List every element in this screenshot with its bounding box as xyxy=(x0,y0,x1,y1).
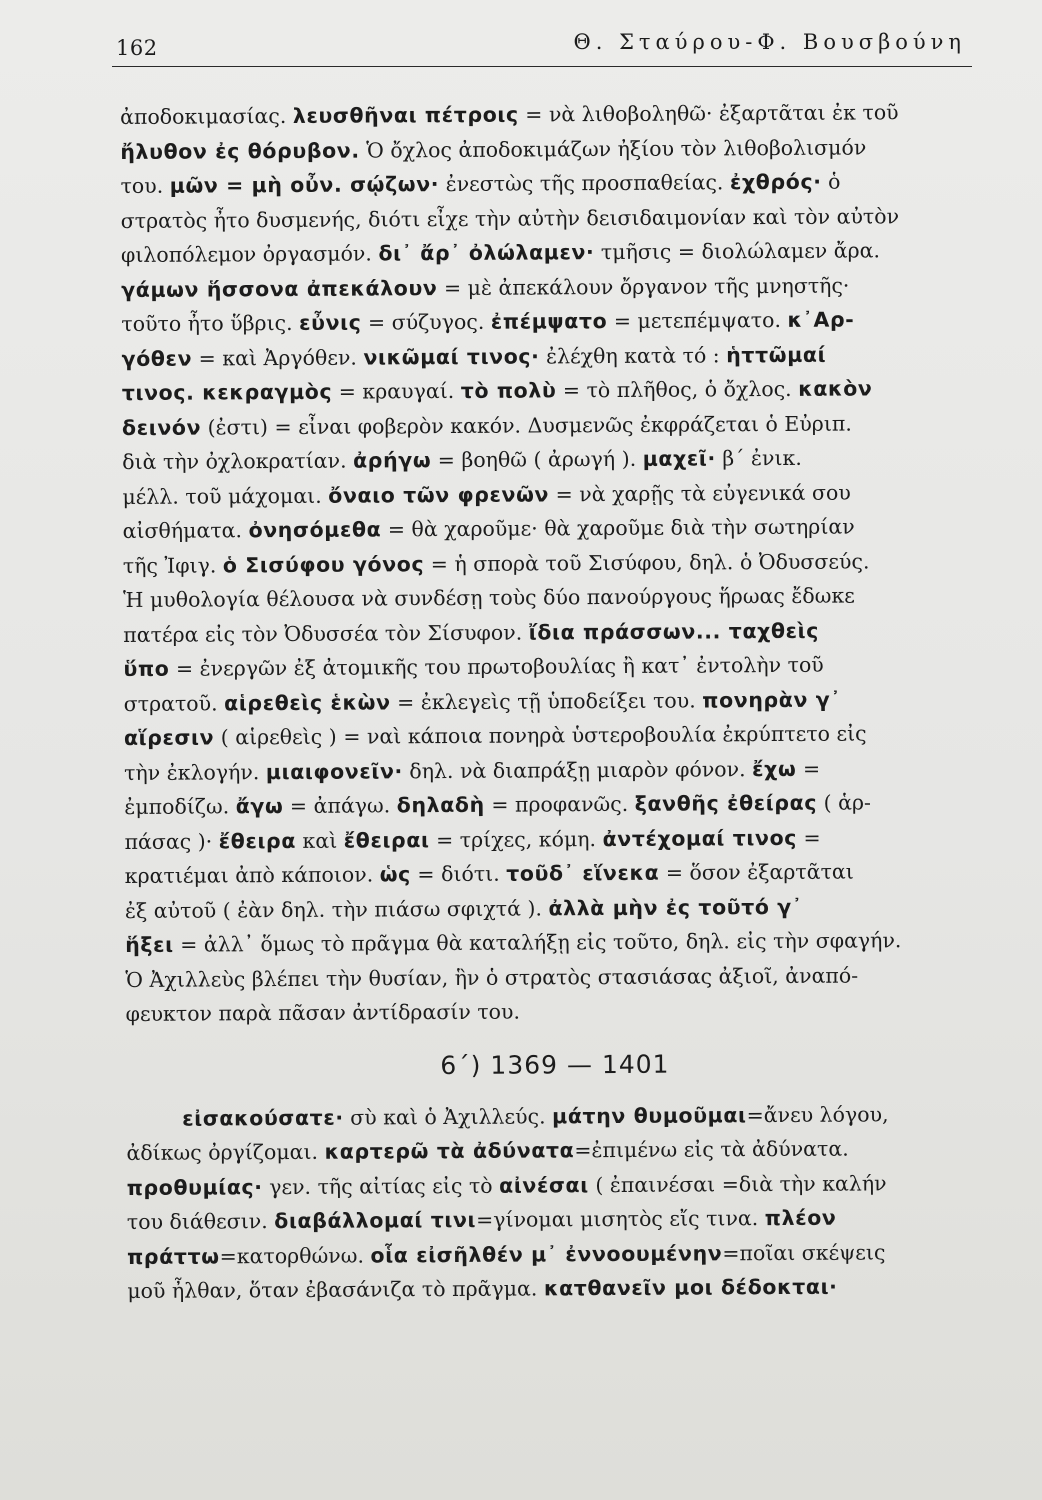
text-line xyxy=(121,233,979,273)
lemma-term: δηλαδὴ xyxy=(396,792,485,818)
lemma-term: οἷα εἰσῆλθέν μ᾽ ἐννοουμένην xyxy=(370,1240,723,1267)
lemma-term: πράττω xyxy=(126,1243,220,1269)
lemma-term: γόθεν xyxy=(121,346,193,371)
gloss-text: του διάθεσιν. xyxy=(126,1209,275,1234)
lemma-term: κατθανεῖν μοι δέδοκται· xyxy=(543,1274,838,1301)
gloss-text: = σύζυγος. xyxy=(361,309,491,335)
text-line xyxy=(120,95,978,135)
lemma-term: μῶν = μὴ οὖν. σῴζων· xyxy=(169,172,440,198)
gloss-text: =ἄνευ λόγου, xyxy=(746,1101,889,1127)
lemma-term: μάτην θυμοῦμαι xyxy=(552,1102,747,1128)
text-line xyxy=(120,129,978,169)
gloss-text: ( ἐπαινέσαι =διὰ τὴν καλήν xyxy=(588,1170,887,1197)
gloss-text: δηλ. νὰ διαπράξῃ μιαρὸν φόνον. xyxy=(402,756,753,783)
lemma-term: αἱρεθεὶς ἑκὼν xyxy=(224,689,391,715)
gloss-text: πάσας )· xyxy=(124,828,219,854)
gloss-text: ἐμποδίζω. xyxy=(124,794,236,819)
gloss-text: = τὸ πλῆθος, ὁ ὄχλος. xyxy=(556,376,799,403)
text-line xyxy=(127,1269,985,1309)
gloss-text: (ἐστι) = εἶναι φοβερὸν κακόν. Δυσμενῶς ἐκφράζεται ὁ Εὐριπ. xyxy=(201,411,852,440)
lemma-term: ἄγω xyxy=(235,794,284,819)
gloss-text: = ἐνεργῶν ἐξ ἀτομικῆς του πρωτοβουλίας ἢ κατ᾽ ἐντολὴν τοῦ xyxy=(169,652,824,681)
lemma-term: ὁ Σισύφου γόνος xyxy=(222,551,425,577)
lemma-term: δι᾽ ἄρ᾽ ὀλώλαμεν· xyxy=(378,240,595,266)
lemma-term: τὸ πολὺ xyxy=(460,378,557,403)
gloss-text: καὶ xyxy=(295,828,344,853)
lemma-term: τοῦδ᾽ εἵνεκα xyxy=(506,860,660,886)
gloss-text: του. xyxy=(120,173,170,198)
lemma-term: ἥξει xyxy=(125,932,174,957)
gloss-text: = βοηθῶ ( ἀρωγή ). xyxy=(431,446,643,473)
text-line xyxy=(123,509,981,549)
lemma-term: ἀντέχομαί τινος xyxy=(602,825,798,851)
text-line xyxy=(124,785,982,825)
gloss-text: = νὰ λιθοβοληθῶ· ἐξαρτᾶται ἐκ τοῦ xyxy=(518,100,899,127)
lemma-term: μαχεῖ· xyxy=(642,446,716,471)
lemma-term: ἀλλὰ μὴν ἐς τοῦτό γ᾽ xyxy=(548,894,803,920)
lemma-term: ἤλυθον ἐς θόρυβον. xyxy=(120,138,360,164)
text-line xyxy=(121,302,979,342)
lemma-term: εὖνις xyxy=(299,310,362,335)
text-line xyxy=(125,854,983,894)
text-line xyxy=(122,371,980,411)
lemma-term: καρτερῶ τὰ ἀδύνατα xyxy=(324,1138,575,1164)
lemma-term: ὀνησόμεθα xyxy=(248,517,382,543)
gloss-text: =ποῖαι σκέψεις xyxy=(722,1239,886,1265)
gloss-text: = ἀλλ᾽ ὅμως τὸ πρᾶγμα θὰ καταλήξῃ εἰς τοῦτο, δηλ. εἰς τὴν σφαγήν. xyxy=(173,928,902,957)
page-number: 162 xyxy=(116,36,158,60)
gloss-text: = νὰ χαρῇς τὰ εὐγενικά σου xyxy=(548,480,851,506)
gloss-text: = διότι. xyxy=(410,861,507,887)
lemma-term: διαβάλλομαί τινι xyxy=(274,1207,477,1234)
gloss-text: στρατοῦ. xyxy=(123,690,225,716)
gloss-text: = θὰ χαροῦμε· θὰ χαροῦμε διὰ τὴν σωτηρίαν xyxy=(381,514,855,542)
gloss-text: = τρίχες, κόμη. xyxy=(429,826,603,852)
lemma-term: γάμων ἥσσονα ἀπεκάλουν xyxy=(121,275,438,302)
page-header xyxy=(112,26,972,66)
text-line xyxy=(124,681,982,721)
gloss-text: =κατορθώνω. xyxy=(219,1242,371,1268)
gloss-text: = προφανῶς. xyxy=(484,791,635,817)
lemma-term: πονηρὰν γ᾽ xyxy=(702,687,842,712)
text-line xyxy=(123,647,981,687)
text-line xyxy=(123,578,981,618)
lemma-term: ὕπο xyxy=(123,656,170,681)
lemma-term: αἰνέσαι xyxy=(499,1172,589,1198)
commentary-block-1369-1401 xyxy=(126,1096,985,1308)
gloss-text: =ἐπιμένω εἰς τὰ ἀδύνατα. xyxy=(574,1136,849,1163)
gloss-text: Ἡ μυθολογία θέλουσα νὰ συνδέσῃ τοὺς δύο πανούργους ἥρωας ἔδωκε xyxy=(122,583,855,612)
lemma-term: δεινόν xyxy=(121,415,202,440)
gloss-text: τοῦτο ἦτο ὕβρις. xyxy=(121,310,300,336)
gloss-text: πατέρα εἰς τὸν Ὀδυσσέα τὸν Σίσυφον. xyxy=(123,620,529,647)
gloss-text: β΄ ἐνικ. xyxy=(715,445,802,471)
lemma-term: ὡς xyxy=(379,862,411,887)
gloss-text: = xyxy=(796,756,821,781)
gloss-text: μέλλ. τοῦ μάχομαι. xyxy=(122,483,329,509)
lemma-term: πλέον xyxy=(764,1205,837,1231)
lemma-term: κακὸν xyxy=(798,376,873,401)
gloss-text: ( ἁρ- xyxy=(816,790,872,815)
gloss-text: φιλοπόλεμον ὀργασμόν. xyxy=(120,241,379,267)
section-heading: 6΄) 1369 — 1401 xyxy=(440,1049,670,1080)
gloss-text: = ὅσον ἐξαρτᾶται xyxy=(659,859,854,885)
commentary-block-1368 xyxy=(120,95,984,1032)
lemma-term: μιαιφονεῖν· xyxy=(265,758,403,784)
gloss-text: αἰσθήματα. xyxy=(122,518,249,543)
text-line xyxy=(123,543,981,583)
lemma-term: ἔθειρα xyxy=(218,828,297,853)
gloss-text: κρατιέμαι ἀπὸ κάποιον. xyxy=(124,862,380,888)
text-line xyxy=(125,992,983,1032)
text-line xyxy=(123,612,981,652)
gloss-text: = ἀπάγω. xyxy=(283,793,397,819)
text-line xyxy=(122,474,980,514)
gloss-text: = μετεπέμψατο. xyxy=(607,307,788,334)
text-line xyxy=(127,1165,985,1205)
lemma-term: ἡττῶμαί xyxy=(726,342,827,367)
text-line xyxy=(125,957,983,997)
page-body xyxy=(120,95,985,1309)
lemma-term: κ᾽Αρ- xyxy=(787,307,855,332)
gloss-text: ἀποδοκιμασίας. xyxy=(120,103,293,129)
lemma-term: ἐχθρός· xyxy=(729,169,822,195)
text-line xyxy=(124,819,982,859)
gloss-text: = κραυγαί. xyxy=(332,378,461,404)
running-head: Θ. Σταύρου-Φ. Βουσβούνη xyxy=(573,30,966,54)
lemma-term: ἴδια πράσσων... ταχθεὶς xyxy=(528,618,820,645)
text-line xyxy=(120,164,978,204)
text-line xyxy=(126,1096,984,1136)
gloss-text: Ὁ ὄχλος ἀποδοκιμάζων ἠξίου τὸν λιθοβολισμόν xyxy=(359,134,867,163)
lemma-term: ἔθειραι xyxy=(343,827,430,853)
gloss-text: = xyxy=(796,825,821,850)
gloss-text: ἐνεστὼς τῆς προσπαθείας. xyxy=(439,170,731,197)
lemma-term: ἔχω xyxy=(752,756,797,781)
gloss-text: σὺ καὶ ὁ Ἀχιλλεύς. xyxy=(343,1103,553,1130)
gloss-text: διὰ τὴν ὀχλοκρατίαν. xyxy=(122,448,354,474)
gloss-text: στρατὸς ἦτο δυσμενής, διότι εἶχε τὴν αὐτὴν δεισιδαιμονίαν καὶ τὸν αὐτὸν xyxy=(120,203,900,233)
gloss-text: τμῆσις = διολώλαμεν ἄρα. xyxy=(594,238,881,265)
gloss-text: = ἐκλεγεὶς τῇ ὑποδείξει του. xyxy=(390,687,703,714)
lemma-term: αἵρεσιν xyxy=(123,725,215,750)
lemma-term: εἰσακούσατε· xyxy=(182,1105,344,1131)
gloss-text: γεν. τῆς αἰτίας εἰς τὸ xyxy=(262,1173,500,1199)
text-line xyxy=(121,198,979,238)
lemma-term: λευσθῆναι πέτροις xyxy=(292,102,519,128)
gloss-text: =γίνομαι μισητὸς εἴς τινα. xyxy=(476,1206,765,1232)
gloss-text: μοῦ ἦλθαν, ὅταν ἐβασάνιζα τὸ πρᾶγμα. xyxy=(127,1276,544,1303)
text-line xyxy=(125,923,983,963)
lemma-term: προθυμίας· xyxy=(126,1174,263,1200)
text-line xyxy=(127,1234,985,1274)
gloss-text: τὴν ἐκλογήν. xyxy=(124,759,266,785)
gloss-text: = ἡ σπορὰ τοῦ Σισύφου, δηλ. ὁ Ὀδυσσεύς. xyxy=(424,548,870,576)
gloss-text: ὁ xyxy=(821,169,841,194)
gloss-text: = καὶ Ἀργόθεν. xyxy=(192,345,364,371)
gloss-text: ἀδίκως ὀργίζομαι. xyxy=(126,1139,325,1165)
text-line xyxy=(124,716,982,756)
text-line xyxy=(127,1200,985,1240)
text-line xyxy=(121,336,979,376)
text-line xyxy=(122,405,980,445)
text-line xyxy=(122,440,980,480)
text-line xyxy=(126,1131,984,1171)
gloss-text: Ὁ Ἀχιλλεὺς βλέπει τὴν θυσίαν, ἣν ὁ στρατὸς στασιάσας ἀξιοῖ, ἀναπό- xyxy=(125,963,859,992)
lemma-term: τινος. κεκραγμὸς xyxy=(121,379,333,405)
gloss-text: φευκτον παρὰ πᾶσαν ἀντίδρασίν του. xyxy=(125,999,521,1026)
text-line xyxy=(121,267,979,307)
gloss-text: ( αἱρεθεὶς ) = ναὶ κάποια πονηρὰ ὑστεροβουλία ἐκρύπτετο εἰς xyxy=(214,721,867,750)
lemma-term: ἐπέμψατο xyxy=(490,309,608,334)
lemma-term: νικῶμαί τινος· xyxy=(363,343,540,370)
lemma-term: ὄναιο τῶν φρενῶν xyxy=(328,481,550,508)
text-line xyxy=(125,888,983,928)
gloss-text: τῆς Ἰφιγ. xyxy=(122,552,223,578)
gloss-text: = μὲ ἀπεκάλουν ὄργανον τῆς μνηστῆς· xyxy=(437,273,850,300)
header-rule xyxy=(112,66,972,67)
text-line xyxy=(124,750,982,790)
gloss-text: ἐξ αὐτοῦ ( ἐὰν δηλ. τὴν πιάσω σφιχτά ). xyxy=(124,895,549,923)
gloss-text: ἐλέχθη κατὰ τό : xyxy=(539,342,727,368)
lemma-term: ἀρήγω xyxy=(353,448,432,473)
lemma-term: ξανθῆς ἐθείρας xyxy=(634,790,818,816)
